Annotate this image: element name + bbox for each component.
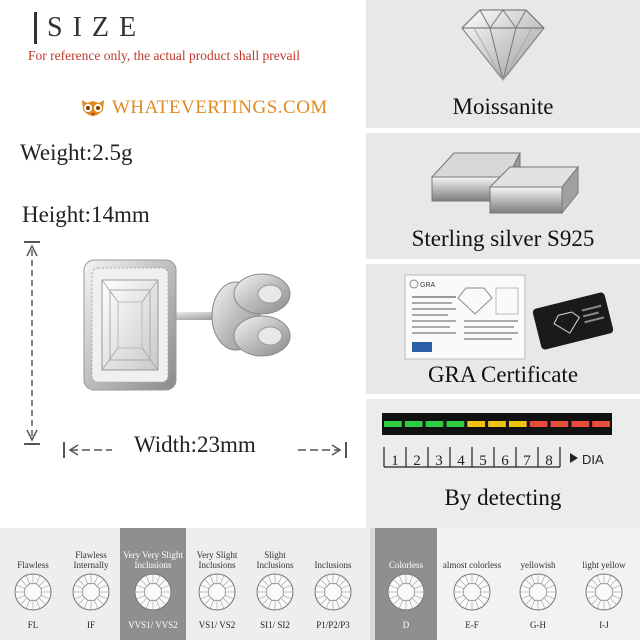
logo-text: WHATEVERTINGS.COM: [112, 97, 328, 118]
clarity-code: VVS1/ VVS2: [128, 620, 178, 630]
gem-clarity-icon: [255, 572, 295, 612]
scale-number: 5: [479, 453, 487, 469]
scale-number: 8: [545, 453, 553, 469]
height-dimension-arrow: [22, 240, 42, 446]
earring-product-image: [66, 246, 316, 406]
silver-caption: Sterling silver S925: [411, 226, 595, 251]
gem-color-icon: [518, 572, 558, 612]
clarity-vs: [188, 528, 246, 640]
certificate-panel: [366, 264, 640, 394]
scale-number: 1: [391, 453, 399, 469]
grading-strip: [0, 528, 640, 640]
clarity-header: Very Slight Inclusions: [196, 550, 238, 570]
silver-bars-icon: [424, 143, 584, 217]
scale-number: 7: [523, 453, 531, 469]
led-segment: [530, 421, 548, 427]
gra-card-icon: [530, 292, 616, 350]
detector-caption: By detecting: [444, 485, 562, 510]
led-segment: [551, 421, 569, 427]
color-header: light yellow: [582, 560, 626, 570]
clarity-header: Flawless: [17, 560, 49, 570]
gem-clarity-icon: [313, 572, 353, 612]
weight-label: Weight:2.5g: [20, 140, 133, 165]
scale-suffix: DIA: [582, 452, 604, 467]
moissanite-caption: Moissanite: [452, 94, 554, 119]
brand-logo: [78, 96, 328, 120]
reference-note: For reference only, the actual product shall prevail: [28, 48, 301, 63]
certificate-caption: GRA Certificate: [427, 362, 579, 387]
gem-clarity-icon: [133, 572, 173, 612]
led-segment: [447, 421, 465, 427]
color-header: almost colorless: [442, 560, 502, 570]
clarity-header: Flawless Internally: [73, 550, 109, 570]
size-title: SIZE: [34, 12, 146, 44]
diamond-icon: [460, 6, 546, 82]
clarity-code: P1/P2/P3: [316, 620, 350, 630]
led-segment: [426, 421, 444, 427]
scale-number: 2: [413, 453, 421, 469]
owl-logo-icon: [78, 96, 108, 120]
color-code: G-H: [530, 620, 546, 630]
clarity-code: IF: [86, 620, 95, 630]
scale-number: 6: [501, 453, 509, 469]
height-label: Height:14mm: [22, 202, 150, 227]
led-segment: [384, 421, 402, 427]
color-header: yellowish: [520, 560, 556, 570]
clarity-header: Inclusions: [314, 560, 352, 570]
color-code: E-F: [465, 620, 479, 630]
detector-panel: [366, 399, 640, 528]
led-segment: [592, 421, 610, 427]
clarity-if: [62, 528, 120, 640]
clarity-vvs: [120, 528, 186, 640]
clarity-code: FL: [27, 620, 39, 630]
led-segment: [571, 421, 589, 427]
clarity-scale: [0, 528, 370, 640]
color-scale: [375, 528, 640, 640]
led-segment: [488, 421, 506, 427]
svg-text:GRA: GRA: [420, 282, 436, 289]
color-header: Colorless: [388, 560, 423, 570]
width-dimension-arrow-right: [296, 440, 348, 460]
clarity-header: Very Very Slight Inclusions: [123, 550, 183, 570]
gem-color-icon: [584, 572, 624, 612]
detector-scale: [382, 413, 638, 481]
gem-clarity-icon: [71, 572, 111, 612]
color-ef: [441, 528, 503, 640]
width-label: Width:23mm: [134, 432, 256, 457]
color-code: D: [402, 620, 410, 630]
feature-panels: [360, 0, 640, 528]
moissanite-panel: [366, 0, 640, 128]
led-segment: [405, 421, 423, 427]
color-ij: [573, 528, 635, 640]
width-dimension-arrow-left: [62, 440, 114, 460]
certificate-icon: [404, 274, 526, 360]
clarity-code: VS1/ VS2: [198, 620, 236, 630]
led-segment: [467, 421, 485, 427]
gem-color-icon: [386, 572, 426, 612]
color-d: [375, 528, 437, 640]
led-segment: [509, 421, 527, 427]
clarity-header: Slight Inclusions: [256, 550, 294, 570]
color-gh: [507, 528, 569, 640]
scale-number: 4: [457, 453, 465, 469]
clarity-fl: [4, 528, 62, 640]
gem-color-icon: [452, 572, 492, 612]
clarity-code: SI1/ SI2: [260, 620, 290, 630]
gem-clarity-icon: [13, 572, 53, 612]
gem-clarity-icon: [197, 572, 237, 612]
scale-number: 3: [435, 453, 443, 469]
clarity-si: [246, 528, 304, 640]
clarity-p: [304, 528, 362, 640]
color-code: I-J: [599, 620, 609, 630]
size-panel: [0, 0, 360, 528]
silver-panel: [366, 133, 640, 259]
scale-arrow-icon: [570, 453, 578, 463]
